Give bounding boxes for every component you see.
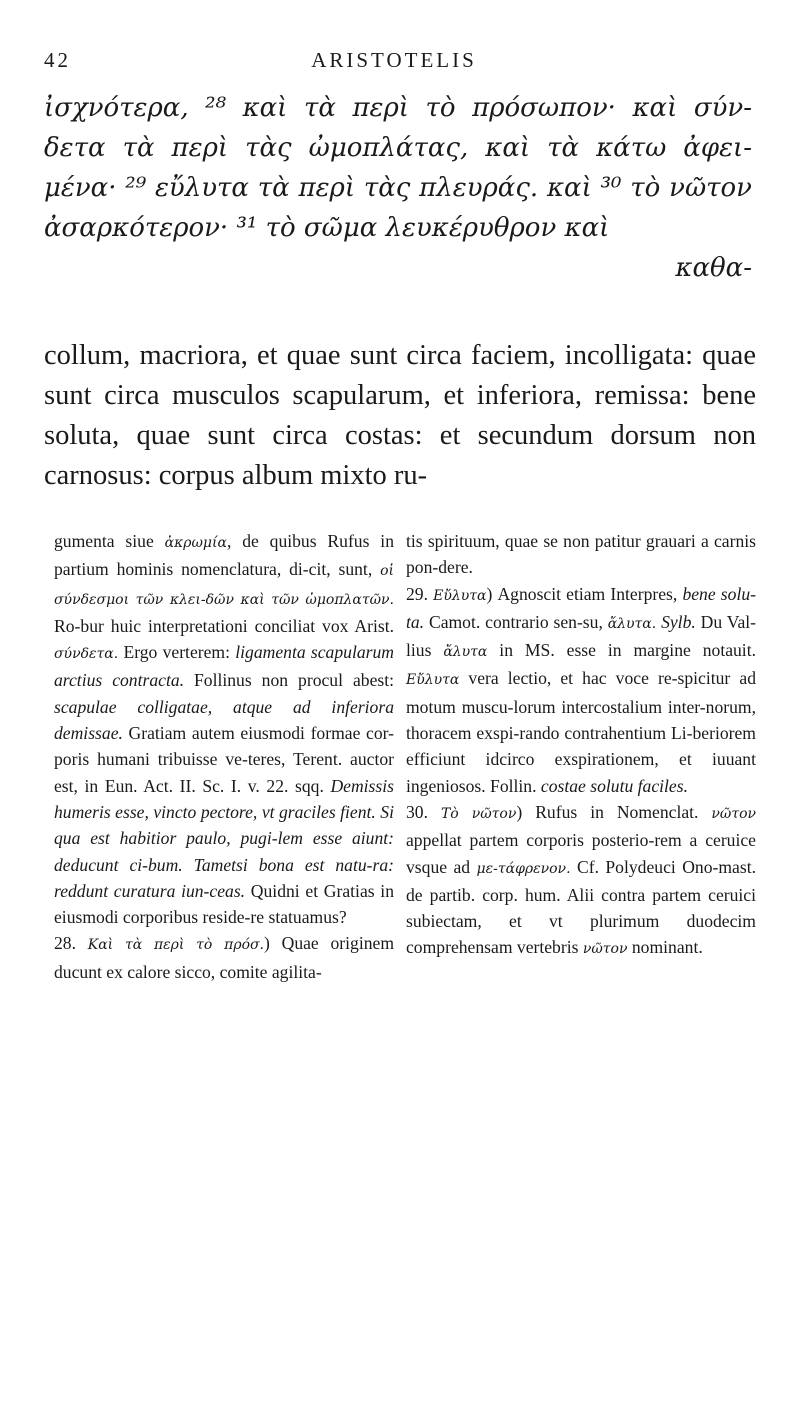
text-run: appellat partem corporis posterio-rem a ceruice vsque ad bbox=[406, 830, 756, 877]
greek-passage bbox=[44, 88, 752, 288]
text-run: ) Agnoscit etiam Interpres, bbox=[486, 583, 683, 604]
commentary-paragraph bbox=[54, 930, 394, 985]
text-run: Quidni et Gratias in eiusmodi corporibus reside-re statuamus? bbox=[54, 880, 394, 928]
text-run: , de quibus Rufus in partium hominis nomenclatura, di-cit, sunt, bbox=[54, 531, 394, 580]
italic-quote: scapulae colligatae, atque ad inferiora demissae. bbox=[54, 696, 394, 744]
italic-quote: Demissis humeris esse, vincto pectore, vt graciles fient. Si qua est habitior paulo, pugi-lem esse aiunt: deducunt ci-bum. Tametsi bona est natu-ra: reddunt curatura iun-ceas. bbox=[54, 775, 394, 901]
commentary-left-column bbox=[54, 528, 394, 985]
commentary-paragraph bbox=[406, 799, 756, 963]
text-run: nominant. bbox=[627, 937, 703, 958]
greek-term: Εὔλυτα bbox=[433, 587, 487, 604]
greek-term: Εὔλυτα bbox=[406, 672, 460, 689]
commentary-paragraph: tis spirituum, quae se non patitur grauari a carnis pon-dere. bbox=[406, 531, 756, 578]
italic-quote: costae solutu faciles. bbox=[540, 775, 688, 796]
page-number: 42 bbox=[44, 48, 71, 72]
note-number: 30. bbox=[406, 801, 441, 822]
text-run: vera lectio, et hac voce re-spicitur ad motum muscu-lorum intercostalium inter-norum, thoracem exspi-rando contrahentium Li-beriorem efficiunt idcirco exspirationem, et iuuant ingeniosos. Follin. bbox=[406, 668, 756, 796]
text-run: Camot. contrario sen-su, bbox=[424, 611, 608, 632]
commentary-right-column bbox=[406, 528, 756, 963]
greek-term: ἄλυτα bbox=[443, 644, 488, 661]
author-abbrev: Sylb. bbox=[656, 611, 696, 632]
text-run: in MS. esse in margine notauit. bbox=[487, 640, 756, 661]
greek-line: νῶτον ἀσαρκότερον· ³¹ τὸ σῶμα λευκέρυθρον καὶ bbox=[44, 173, 752, 243]
text-run: Cf. Polydeuci Ono-mast. de partib. corp. hum. Alii contra partem ceruici subiectam, et vt plurimum duodecim comprehensam vertebris bbox=[406, 856, 756, 958]
text-run: Follinus non procul abest: bbox=[184, 670, 394, 691]
page-header bbox=[44, 48, 744, 78]
text-run: Du Val-lius bbox=[406, 611, 757, 661]
greek-line: μένα· ²⁹ εὔλυτα τὰ περὶ τὰς πλευράς. καὶ ³⁰ τὸ bbox=[44, 173, 661, 203]
greek-term: με-τάφρενον. bbox=[476, 860, 571, 877]
greek-term: Τὸ νῶτον bbox=[440, 805, 517, 822]
latin-translation: collum, macriora, et quae sunt circa faciem, incolligata: quae sunt circa musculos scapularum, et inferiora, remissa: bene soluta, quae sunt circa costas: et secundum dorsum non carnosus: corpus album mixto ru- bbox=[44, 340, 756, 491]
greek-line: καθα- bbox=[675, 253, 752, 283]
text-run: ) Quae originem ducunt ex calore sicco, comite agilita- bbox=[54, 933, 395, 982]
greek-term: ἄλυτα. bbox=[607, 615, 657, 632]
greek-term: σύνδετα. bbox=[54, 646, 119, 663]
greek-term: νῶτον bbox=[711, 805, 757, 822]
greek-term: Καὶ τὰ περὶ τὸ πρόσ. bbox=[87, 937, 265, 954]
note-number: 29. bbox=[406, 583, 434, 604]
italic-quote: bene solu-ta. bbox=[406, 583, 756, 632]
greek-line: δετα τὰ περὶ τὰς ὠμοπλάτας, καὶ τὰ κάτω ἀφει- bbox=[44, 133, 752, 163]
note-number: 28. bbox=[54, 933, 88, 954]
text-run: gumenta siue bbox=[54, 531, 165, 551]
greek-term: οἱ σύνδεσμοι τῶν κλει-δῶν καὶ τῶν ὠμοπλατῶν. bbox=[54, 563, 394, 608]
text-run: ) Rufus in Nomenclat. bbox=[516, 801, 712, 822]
text-run: Ergo verterem: bbox=[118, 642, 236, 663]
text-run: Gratiam autem eiusmodi formae cor-poris humani tribuisse ve-teres, Terent. auctor est, in Eun. Act. II. Sc. I. v. 22. sqq. bbox=[54, 723, 394, 796]
commentary-paragraph bbox=[54, 528, 394, 930]
greek-term: ἀκρωμία bbox=[164, 535, 227, 551]
greek-term: νῶτον bbox=[582, 941, 628, 958]
greek-line: ἰσχνότερα, ²⁸ καὶ τὰ περὶ τὸ πρόσωπον· καὶ σύν- bbox=[44, 93, 752, 123]
running-title: ARISTOTELIS bbox=[311, 48, 477, 72]
italic-quote: ligamenta scapularum arctius contracta. bbox=[54, 642, 394, 691]
commentary-paragraph bbox=[406, 581, 756, 799]
text-run: Ro-bur huic interpretationi conciliat vox Arist. bbox=[54, 615, 394, 636]
